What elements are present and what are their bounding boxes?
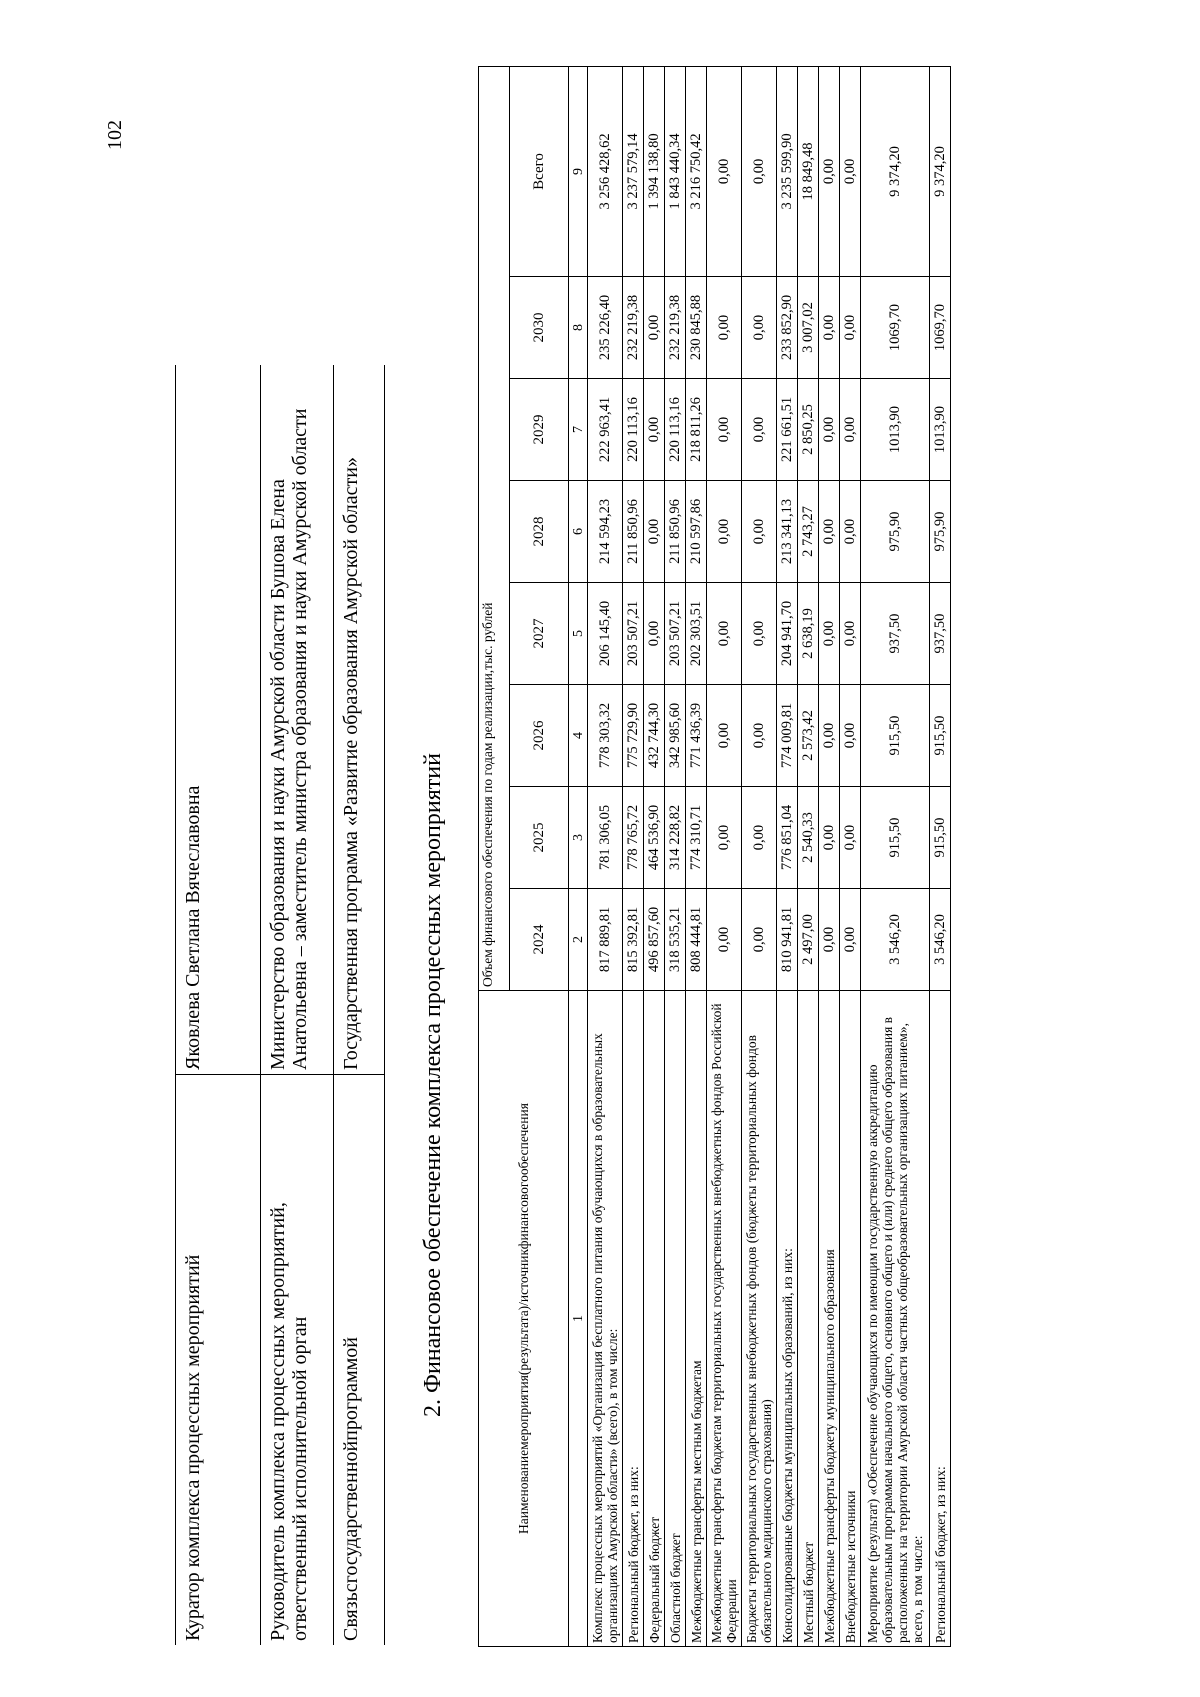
year-header: 2027 [510,583,569,685]
row-value: 975,90 [930,481,951,583]
row-value: 3 007,02 [798,277,819,379]
row-value: 1069,70 [861,277,930,379]
row-value: 0,00 [742,481,777,583]
row-name: Областной бюджет [665,991,686,1647]
row-value: 211 850,96 [623,481,644,583]
row-value: 496 857,60 [644,889,665,991]
row-value: 3 216 750,42 [686,66,707,276]
row-value: 774 009,81 [777,685,798,787]
finance-table-body [588,66,951,1646]
table-row [840,66,861,1646]
table-row [707,66,742,1646]
row-value: 3 546,20 [861,889,930,991]
row-value: 0,00 [819,583,840,685]
row-value: 771 436,39 [686,685,707,787]
row-value: 0,00 [742,787,777,889]
row-value: 810 941,81 [777,889,798,991]
row-value: 0,00 [644,583,665,685]
row-value: 0,00 [819,685,840,787]
row-value: 2 850,25 [798,379,819,481]
row-value: 0,00 [840,66,861,276]
year-header: 2029 [510,379,569,481]
row-value: 0,00 [644,481,665,583]
row-value: 218 811,26 [686,379,707,481]
row-value: 0,00 [840,583,861,685]
row-value: 0,00 [819,889,840,991]
info-row [176,365,261,1645]
row-value: 232 219,38 [623,277,644,379]
row-value: 1 843 440,34 [665,66,686,276]
column-index: 2 [569,889,588,991]
row-value: 230 845,88 [686,277,707,379]
column-index: 3 [569,787,588,889]
row-name: Мероприятие (результат) «Обеспечение обучающихся по имеющим государственную аккредитацию образовательным программам начального общего, основного общего и (или) среднего общего образования в расположенных на территории Амурской области частных общеобразовательных организациях питанием», всего, в том числе: [861,991,930,1647]
row-value: 314 228,82 [665,787,686,889]
row-value: 775 729,90 [623,685,644,787]
row-value: 9 374,20 [930,66,951,276]
row-value: 915,50 [930,787,951,889]
row-value: 0,00 [707,583,742,685]
index-row [569,66,588,1646]
row-name: Консолидированные бюджеты муниципальных образований, из них: [777,991,798,1647]
row-value: 0,00 [707,66,742,276]
row-value: 432 744,30 [644,685,665,787]
row-name: Бюджеты территориальных государственных внебюджетных фондов (бюджеты территориальных фондов обязательного медицинского страхования) [742,991,777,1647]
row-value: 2 638,19 [798,583,819,685]
row-value: 222 963,41 [588,379,623,481]
table-row [777,66,798,1646]
row-value: 2 497,00 [798,889,819,991]
column-header-volume: Объем финансового обеспечения по годам реализации,тыс. рублей [479,66,510,990]
year-header: 2030 [510,277,569,379]
info-value: Государственная программа «Развитие образования Амурской области» [334,365,385,1075]
row-value: 0,00 [644,277,665,379]
row-value: 204 941,70 [777,583,798,685]
year-header: Всего [510,66,569,276]
row-value: 0,00 [840,379,861,481]
row-value: 0,00 [840,277,861,379]
row-name: Федеральный бюджет [644,991,665,1647]
info-label: Связьсгосударственнойпрограммой [334,1075,385,1646]
year-header: 2024 [510,889,569,991]
row-value: 817 889,81 [588,889,623,991]
info-label: Куратор комплекса процессных мероприятий [176,1075,261,1646]
row-value: 214 594,23 [588,481,623,583]
table-row [819,66,840,1646]
table-row [742,66,777,1646]
row-value: 0,00 [840,889,861,991]
row-value: 0,00 [742,583,777,685]
row-value: 2 743,27 [798,481,819,583]
year-header: 2026 [510,685,569,787]
row-value: 0,00 [707,481,742,583]
row-name: Межбюджетные трансферты бюджетам территориальных государственных внебюджетных фондов Российской Федерации [707,991,742,1647]
finance-table [478,66,951,1647]
row-value: 1 394 138,80 [644,66,665,276]
year-header: 2028 [510,481,569,583]
row-value: 1069,70 [930,277,951,379]
row-value: 220 113,16 [623,379,644,481]
row-name: Местный бюджет [798,991,819,1647]
row-name: Внебюджетные источники [840,991,861,1647]
info-row [261,365,334,1645]
row-value: 2 540,33 [798,787,819,889]
page-number: 102 [104,120,126,150]
row-value: 3 235 599,90 [777,66,798,276]
row-value: 3 256 428,62 [588,66,623,276]
row-value: 203 507,21 [665,583,686,685]
row-value: 0,00 [819,481,840,583]
row-value: 9 374,20 [861,66,930,276]
row-value: 808 444,81 [686,889,707,991]
row-name: Межбюджетные трансферты местным бюджетам [686,991,707,1647]
row-value: 202 303,51 [686,583,707,685]
row-value: 937,50 [861,583,930,685]
info-value: Министерство образования и науки Амурской области Бушова Елена Анатольевна – заместитель министра образования и науки Амурской области [261,365,334,1075]
column-index: 9 [569,66,588,276]
row-value: 211 850,96 [665,481,686,583]
row-value: 342 985,60 [665,685,686,787]
row-value: 233 852,90 [777,277,798,379]
column-index: 8 [569,277,588,379]
column-header-name: Наименованиемероприятия(результата)/источникфинансовогообеспечения [479,991,569,1647]
column-index: 6 [569,481,588,583]
row-name: Региональный бюджет, из них: [930,991,951,1647]
row-value: 915,50 [861,685,930,787]
table-row [623,66,644,1646]
row-value: 0,00 [742,66,777,276]
row-value: 0,00 [742,889,777,991]
row-name: Комплекс процессных мероприятий «Организация бесплатного питания обучающихся в образовательных организациях Амурской области» (всего), в том числе: [588,991,623,1647]
row-value: 0,00 [819,379,840,481]
row-value: 0,00 [819,277,840,379]
table-row [798,66,819,1646]
row-value: 781 306,05 [588,787,623,889]
table-row [665,66,686,1646]
row-value: 0,00 [707,787,742,889]
row-value: 0,00 [819,787,840,889]
info-value: Яковлева Светлана Вячеславовна [176,365,261,1075]
row-value: 3 237 579,14 [623,66,644,276]
year-header: 2025 [510,787,569,889]
header-row [479,66,510,1646]
row-value: 937,50 [930,583,951,685]
row-value: 776 851,04 [777,787,798,889]
row-value: 221 661,51 [777,379,798,481]
row-value: 1013,90 [861,379,930,481]
info-row [334,365,385,1645]
row-value: 0,00 [742,277,777,379]
table-row [930,66,951,1646]
row-value: 774 310,71 [686,787,707,889]
row-value: 232 219,38 [665,277,686,379]
row-value: 778 303,32 [588,685,623,787]
row-value: 0,00 [707,685,742,787]
row-value: 915,50 [861,787,930,889]
row-value: 0,00 [819,66,840,276]
row-value: 915,50 [930,685,951,787]
row-value: 206 145,40 [588,583,623,685]
row-value: 0,00 [707,277,742,379]
row-value: 0,00 [644,379,665,481]
table-row [686,66,707,1646]
table-row [644,66,665,1646]
info-label: Руководитель комплекса процессных мероприятий, ответственный исполнительной орган [261,1075,334,1646]
row-name: Региональный бюджет, из них: [623,991,644,1647]
row-value: 3 546,20 [930,889,951,991]
row-value: 464 536,90 [644,787,665,889]
column-index: 5 [569,583,588,685]
row-value: 815 392,81 [623,889,644,991]
row-value: 213 341,13 [777,481,798,583]
table-row [588,66,623,1646]
row-value: 0,00 [707,379,742,481]
row-value: 1013,90 [930,379,951,481]
row-value: 0,00 [840,481,861,583]
row-value: 0,00 [840,685,861,787]
row-value: 0,00 [742,379,777,481]
row-value: 235 226,40 [588,277,623,379]
column-index: 1 [569,991,588,1647]
row-value: 18 849,48 [798,66,819,276]
program-info-table [175,365,385,1645]
row-value: 210 597,86 [686,481,707,583]
row-value: 2 573,42 [798,685,819,787]
row-value: 203 507,21 [623,583,644,685]
table-row [861,66,930,1646]
row-value: 0,00 [707,889,742,991]
row-value: 778 765,72 [623,787,644,889]
row-value: 318 535,21 [665,889,686,991]
column-index: 7 [569,379,588,481]
row-value: 975,90 [861,481,930,583]
section-title: 2. Финансовое обеспечение комплекса процессных мероприятий [420,753,446,1417]
column-index: 4 [569,685,588,787]
row-value: 0,00 [840,787,861,889]
row-name: Межбюджетные трансферты бюджету муниципального образования [819,991,840,1647]
row-value: 0,00 [742,685,777,787]
row-value: 220 113,16 [665,379,686,481]
